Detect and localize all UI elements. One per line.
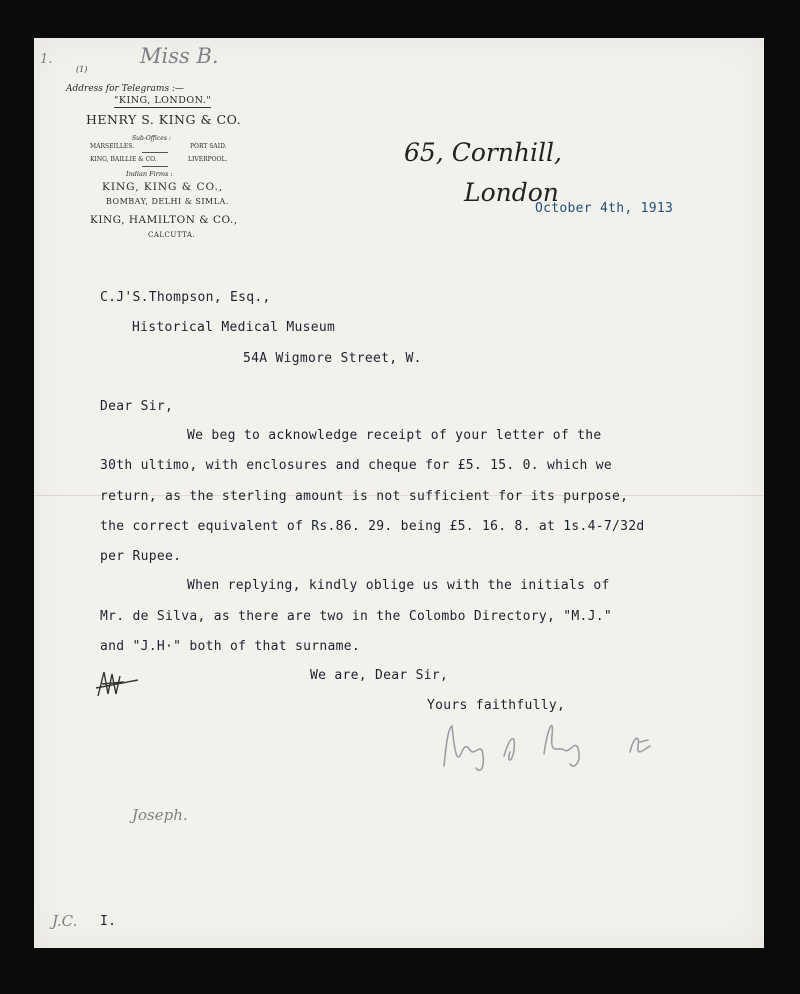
telegram-address: "KING, LONDON.": [114, 95, 212, 106]
sub-offices-label: Sub-Offices :: [132, 135, 171, 142]
body-line: When replying, kindly oblige us with the initials of: [187, 578, 610, 593]
letter-page: [34, 38, 764, 948]
letterhead-divider: [142, 166, 168, 167]
recipient-street: 54A Wigmore Street, W.: [243, 351, 422, 366]
body-line: Mr. de Silva, as there are two in the Colombo Directory, "M.J.": [100, 609, 612, 624]
circle-mark: (1): [76, 65, 88, 74]
page-number: I.: [100, 914, 117, 929]
sender-address-city: London: [464, 178, 559, 207]
closing-line: We are, Dear Sir,: [310, 668, 449, 683]
recipient-organisation: Historical Medical Museum: [132, 320, 336, 335]
body-line: 30th ultimo, with enclosures and cheque for £5. 15. 0. which we: [100, 458, 612, 473]
telegram-address-label: Address for Telegrams :—: [66, 84, 184, 94]
office-port-said: PORT SAID.: [190, 143, 227, 150]
pencil-miss-b: Miss B.: [140, 44, 219, 68]
body-line: and "J.H·" both of that surname.: [100, 639, 361, 654]
letterhead-divider: [142, 152, 168, 153]
firm-king-hamilton: KING, HAMILTON & CO.,: [90, 214, 238, 226]
indian-firms-label: Indian Firms :: [126, 170, 173, 178]
firm-king-king-places: BOMBAY, DELHI & SIMLA.: [106, 197, 229, 206]
signature-scribble-icon: [434, 706, 662, 776]
body-line: We beg to acknowledge receipt of your letter of the: [187, 428, 602, 443]
salutation: Dear Sir,: [100, 399, 174, 414]
office-liverpool: LIVERPOOL.: [188, 156, 228, 163]
firm-king-king: KING, KING & CO.,: [102, 181, 224, 193]
pencil-ref-mark: J.C.: [52, 912, 78, 930]
office-king-baillie: KING, BAILLIE & CO.: [90, 156, 157, 163]
body-line: per Rupee.: [100, 549, 182, 564]
office-marseilles: MARSEILLES.: [90, 143, 135, 150]
closing-line: Yours faithfully,: [427, 698, 566, 713]
pencil-number: 1.: [40, 52, 53, 67]
sender-address-street: 65, Cornhill,: [404, 138, 562, 167]
firm-king-hamilton-place: CALCUTTA.: [148, 231, 196, 239]
initials-scribble-icon: [94, 666, 140, 702]
body-line: the correct equivalent of Rs.86. 29. being £5. 16. 8. at 1s.4-7/32d: [100, 519, 645, 534]
company-name: HENRY S. KING & CO.: [86, 112, 242, 127]
pencil-joseph: Joseph.: [132, 806, 188, 824]
body-line: return, as the sterling amount is not sufficient for its purpose,: [100, 489, 629, 504]
letter-date: October 4th, 1913: [535, 201, 674, 216]
recipient-name: C.J'S.Thompson, Esq.,: [100, 290, 271, 305]
